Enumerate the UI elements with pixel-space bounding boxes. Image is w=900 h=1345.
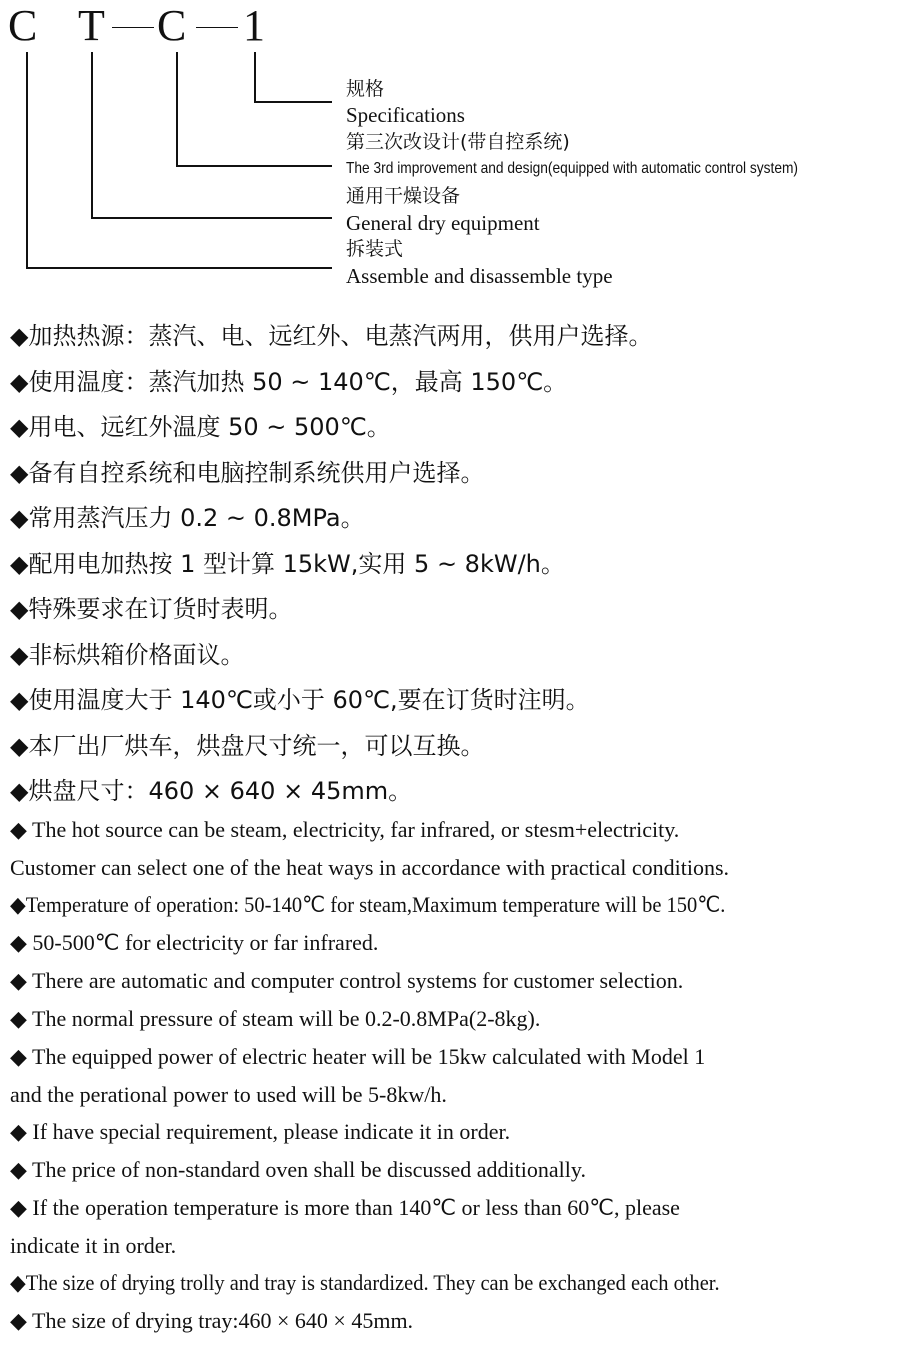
en-feature-text: The hot source can be steam, electricity, far infrared, or stesm+electricity.	[32, 817, 680, 842]
cn-feature-text: 常用蒸汽压力 0.2 ~ 0.8MPa。	[28, 504, 365, 532]
en-feature-text: and the perational power to used will be 5-8kw/h.	[10, 1082, 447, 1107]
cn-feature-text: 非标烘箱价格面议。	[28, 640, 245, 669]
list-item	[10, 1264, 828, 1302]
cn-feature-list	[10, 314, 890, 815]
list-item	[10, 405, 890, 451]
en-feature-text: The size of drying trolly and tray is standardized. They can be exchanged each other.	[25, 1270, 720, 1295]
diamond-bullet-icon: ◆	[10, 504, 29, 532]
diamond-bullet-icon: ◆	[10, 686, 29, 714]
diamond-bullet-icon: ◆	[10, 1045, 27, 1070]
label-improvement-en: The 3rd improvement and design(equipped with automatic control system)	[346, 160, 799, 177]
cn-feature-text: 配用电加热按 1 型计算 15kW,实用 5 ~ 8kW/h。	[28, 549, 565, 578]
diamond-bullet-icon: ◆	[10, 931, 27, 956]
en-feature-text: Temperature of operation: 50-140℃ for steam,Maximum temperature will be 150℃.	[25, 892, 726, 917]
diamond-bullet-icon: ◆	[10, 777, 29, 805]
leader-line-assemble	[26, 52, 28, 268]
en-feature-text: The equipped power of electric heater will be 15kw calculated with Model 1	[32, 1044, 706, 1069]
list-item-continuation	[10, 1227, 890, 1264]
diamond-bullet-icon: ◆	[10, 1120, 27, 1145]
diamond-bullet-icon: ◆	[10, 893, 26, 918]
label-general-dry-cn: 通用干燥设备	[346, 185, 461, 207]
cn-feature-text: 本厂出厂烘车，烘盘尺寸统一，可以互换。	[28, 731, 485, 760]
list-item	[10, 962, 890, 1000]
list-item	[10, 1038, 890, 1076]
list-item	[10, 924, 890, 962]
list-item	[10, 1302, 890, 1340]
diamond-bullet-icon: ◆	[10, 549, 29, 578]
diamond-bullet-icon: ◆	[10, 1158, 27, 1183]
cn-feature-text: 加热热源：蒸汽、电、远红外、电蒸汽两用，供用户选择。	[28, 322, 653, 350]
en-feature-text: If the operation temperature is more than 140℃ or less than 60℃, please	[32, 1195, 680, 1220]
en-feature-text: indicate it in order.	[10, 1233, 177, 1258]
leader-line-improvement	[176, 165, 332, 167]
list-item	[10, 1113, 890, 1151]
en-feature-text: Customer can select one of the heat ways in accordance with practical conditions.	[10, 855, 730, 880]
diamond-bullet-icon: ◆	[10, 1309, 27, 1334]
en-feature-text: If have special requirement, please indicate it in order.	[32, 1119, 511, 1144]
list-item	[10, 587, 890, 633]
code-separator	[112, 27, 154, 28]
code-separator	[196, 27, 238, 28]
diamond-bullet-icon: ◆	[10, 322, 29, 350]
model-code-diagram	[0, 0, 900, 295]
list-item	[10, 542, 890, 588]
list-item	[10, 886, 828, 924]
label-improvement-cn: 第三次改设计(带自控系统)	[346, 131, 570, 153]
code-letter-c: C	[8, 1, 38, 50]
list-item-continuation	[10, 849, 890, 886]
diamond-bullet-icon: ◆	[10, 1271, 26, 1296]
list-item	[10, 633, 890, 679]
en-feature-text: There are automatic and computer control systems for customer selection.	[32, 968, 684, 993]
diamond-bullet-icon: ◆	[10, 818, 27, 843]
en-feature-text: The normal pressure of steam will be 0.2-0.8MPa(2-8kg).	[32, 1006, 541, 1031]
diamond-bullet-icon: ◆	[10, 595, 29, 623]
list-item	[10, 724, 890, 770]
label-assemble-cn: 拆装式	[346, 238, 404, 260]
list-item	[10, 314, 890, 360]
list-item	[10, 360, 890, 406]
leader-line-general-dry	[91, 52, 93, 218]
diamond-bullet-icon: ◆	[10, 731, 29, 760]
cn-feature-text: 用电、远红外温度 50 ~ 500℃。	[28, 413, 391, 441]
en-feature-text: The price of non-standard oven shall be discussed additionally.	[32, 1157, 586, 1182]
cn-feature-text: 使用温度大于 140℃或小于 60℃,要在订货时注明。	[28, 686, 590, 714]
cn-feature-text: 烘盘尺寸：460 × 640 × 45mm。	[28, 777, 413, 805]
label-assemble-en: Assemble and disassemble type	[346, 264, 613, 288]
diamond-bullet-icon: ◆	[10, 640, 29, 669]
label-general-dry-en: General dry equipment	[346, 211, 540, 235]
en-feature-list	[10, 811, 890, 1340]
list-item	[10, 1000, 890, 1038]
list-item-continuation	[10, 1076, 890, 1113]
list-item	[10, 769, 890, 815]
diamond-bullet-icon: ◆	[10, 413, 29, 441]
diamond-bullet-icon: ◆	[10, 1007, 27, 1032]
label-specifications-en: Specifications	[346, 103, 465, 127]
diamond-bullet-icon: ◆	[10, 969, 27, 994]
list-item	[10, 451, 890, 497]
en-feature-text: The size of drying tray:460 × 640 × 45mm.	[32, 1308, 414, 1333]
list-item	[10, 496, 890, 542]
cn-feature-text: 特殊要求在订货时表明。	[28, 595, 293, 623]
diamond-bullet-icon: ◆	[10, 367, 29, 396]
list-item	[10, 811, 890, 849]
list-item	[10, 1151, 890, 1189]
leader-line-assemble	[26, 267, 332, 269]
leader-line-general-dry	[91, 217, 332, 219]
diamond-bullet-icon: ◆	[10, 458, 29, 487]
en-feature-text: 50-500℃ for electricity or far infrared.	[32, 930, 379, 955]
diamond-bullet-icon: ◆	[10, 1196, 27, 1221]
list-item	[10, 678, 890, 724]
leader-line-specifications	[254, 101, 332, 103]
list-item	[10, 1189, 890, 1227]
code-letter-t: T	[78, 1, 105, 50]
code-letter-c-second: C	[157, 1, 187, 50]
leader-line-improvement	[176, 52, 178, 166]
code-digit-1: 1	[243, 1, 265, 50]
label-specifications-cn: 规格	[346, 78, 385, 100]
cn-feature-text: 使用温度：蒸汽加热 50 ~ 140℃，最高 150℃。	[28, 367, 568, 396]
cn-feature-text: 备有自控系统和电脑控制系统供用户选择。	[28, 458, 485, 487]
leader-line-specifications	[254, 52, 256, 102]
